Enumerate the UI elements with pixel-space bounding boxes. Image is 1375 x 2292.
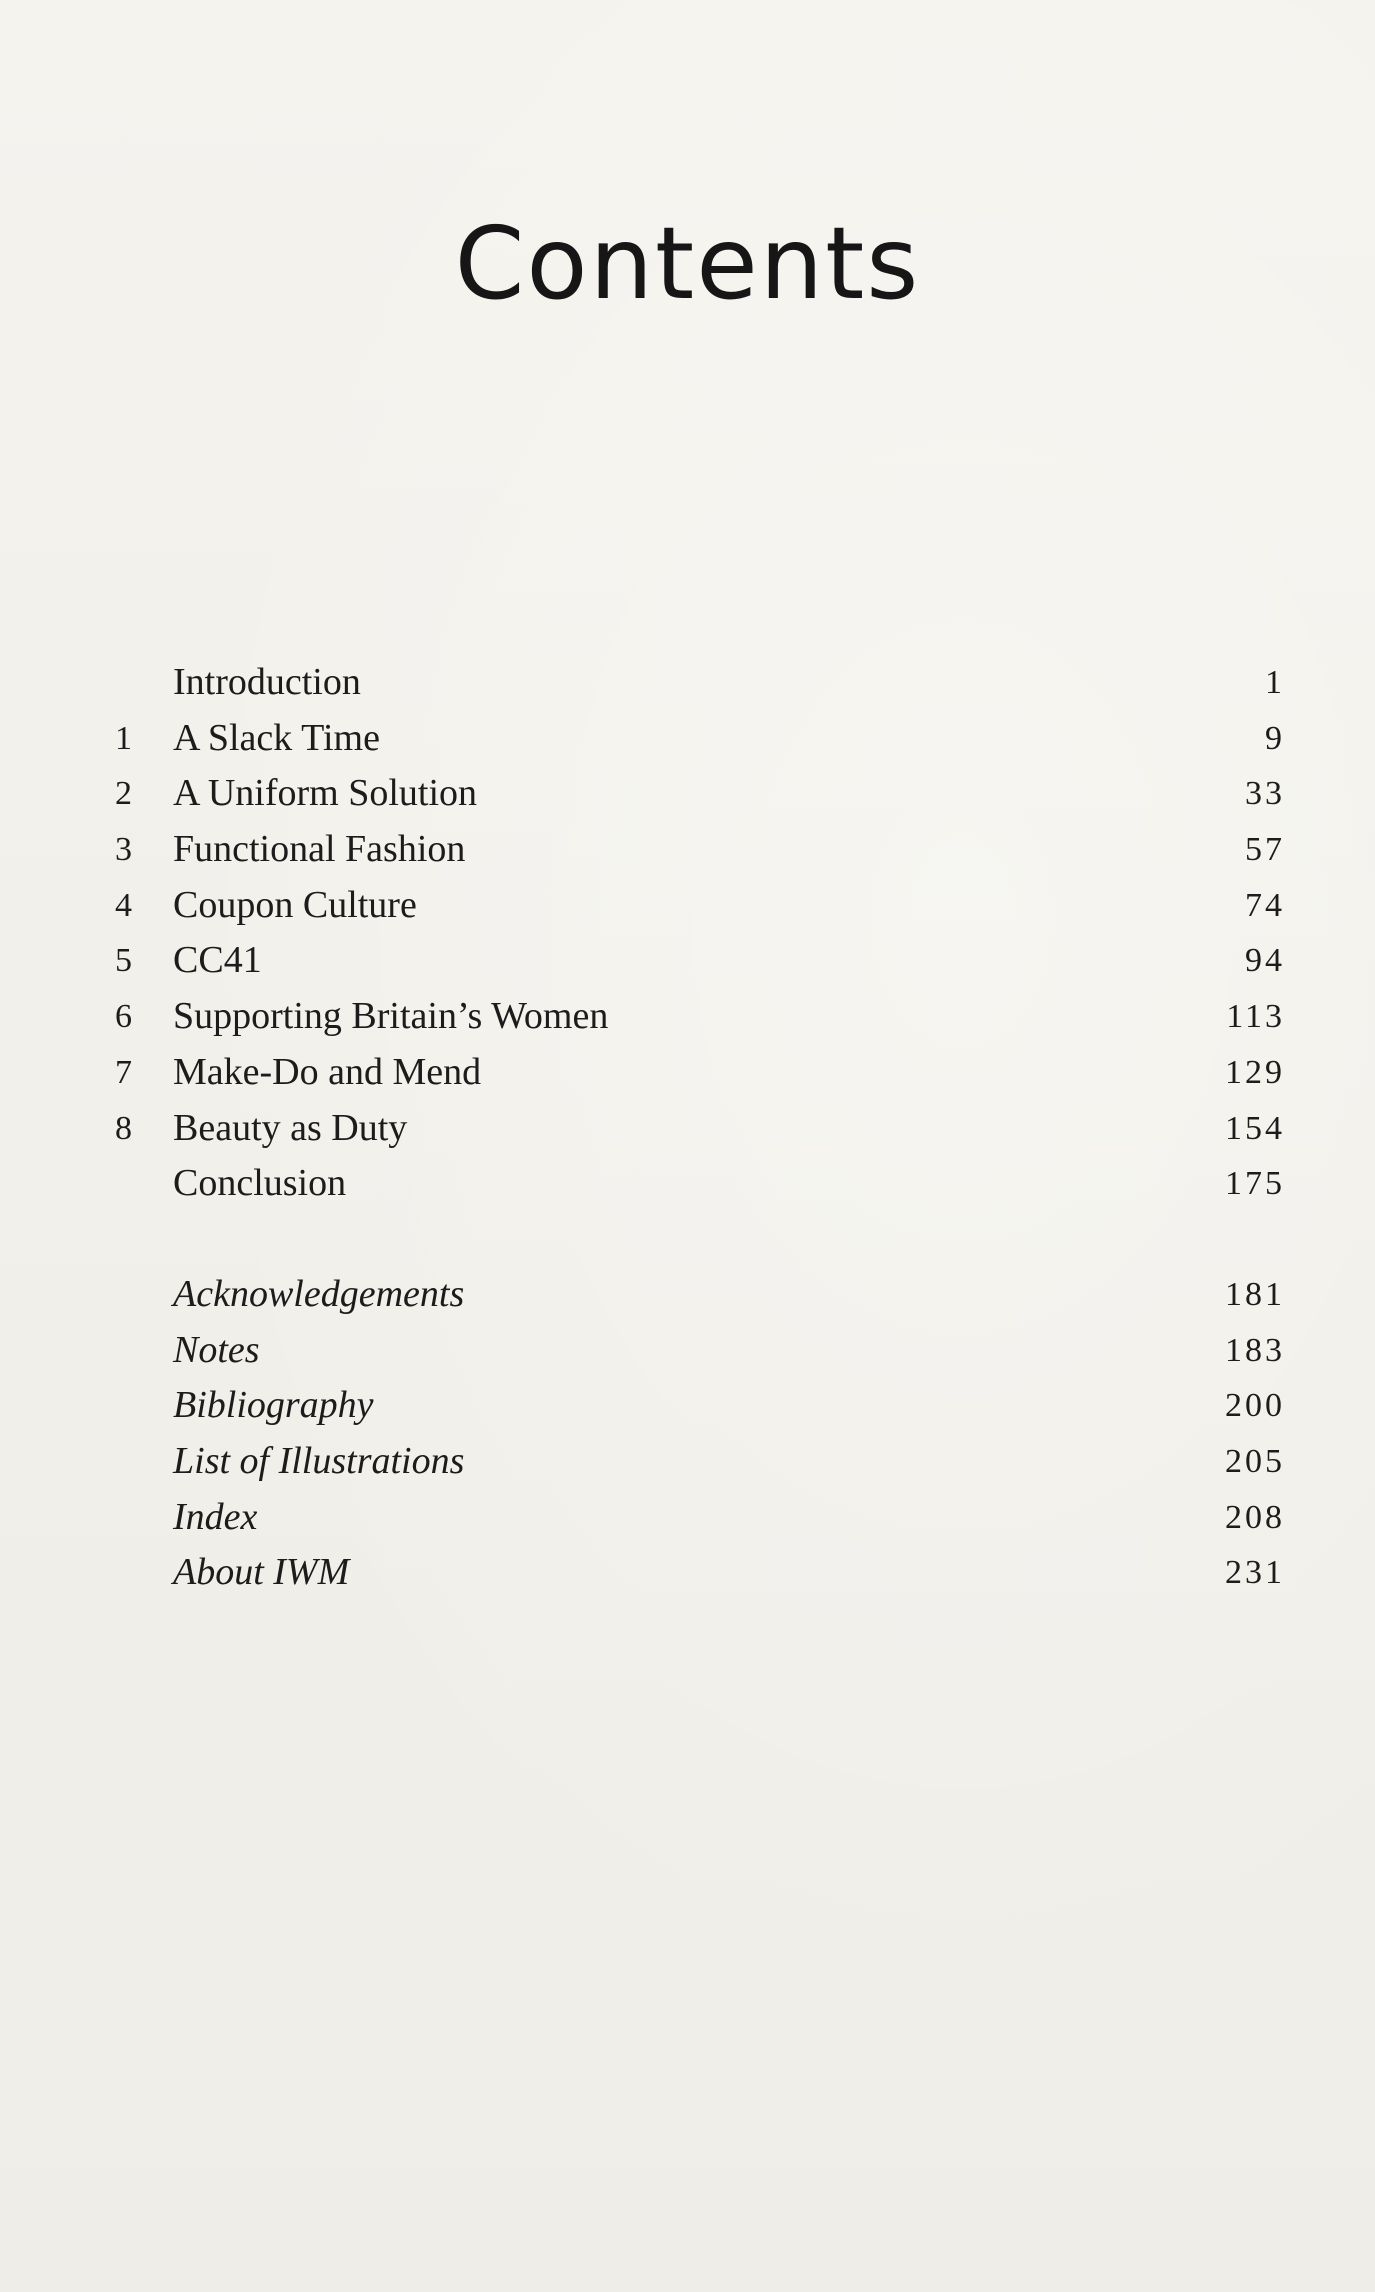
back-matter-title: List of Illustrations	[173, 1439, 465, 1482]
chapter-number: 3	[115, 831, 132, 869]
chapter-title: Make-Do and Mend	[173, 1050, 482, 1093]
table-of-contents	[115, 655, 1285, 1601]
chapter-number: 6	[115, 998, 132, 1036]
toc-entry-chapter-5	[115, 933, 1285, 989]
page-number: 200	[1225, 1387, 1285, 1425]
page-number: 57	[1245, 831, 1285, 869]
chapter-title: Beauty as Duty	[173, 1106, 408, 1149]
page-number: 154	[1225, 1109, 1285, 1147]
chapter-number: 5	[115, 942, 132, 980]
page-number: 181	[1225, 1275, 1285, 1313]
chapter-number: 2	[115, 775, 132, 813]
section-divider	[115, 1212, 1285, 1267]
toc-entry-acknowledgements	[115, 1267, 1285, 1323]
chapter-number: 7	[115, 1053, 132, 1091]
back-matter-title: Bibliography	[173, 1384, 374, 1427]
page-number: 208	[1225, 1498, 1285, 1536]
chapter-title: Coupon Culture	[173, 883, 417, 926]
chapter-title: Supporting Britain’s Women	[173, 995, 609, 1038]
page-number: 94	[1245, 942, 1285, 980]
page-number: 183	[1225, 1331, 1285, 1369]
toc-entry-chapter-7	[115, 1045, 1285, 1101]
chapter-title: Introduction	[173, 661, 361, 703]
chapter-title: Functional Fashion	[173, 828, 466, 871]
toc-entry-chapter-6	[115, 989, 1285, 1045]
toc-entry-chapter-3	[115, 822, 1285, 878]
page-number: 129	[1225, 1053, 1285, 1091]
toc-entry-index	[115, 1490, 1285, 1546]
toc-entry-chapter-1	[115, 711, 1285, 767]
toc-entry-notes	[115, 1323, 1285, 1379]
toc-entry-chapter-2	[115, 766, 1285, 822]
page-number: 74	[1245, 886, 1285, 924]
page-number: 33	[1245, 775, 1285, 813]
page-number: 205	[1225, 1442, 1285, 1480]
page-number: 175	[1225, 1165, 1285, 1203]
back-matter-title: Notes	[173, 1328, 260, 1371]
page-number: 231	[1225, 1554, 1285, 1592]
toc-entry-list-of-illustrations	[115, 1434, 1285, 1490]
chapter-number: 1	[115, 719, 132, 757]
toc-entry-about-iwm	[115, 1545, 1285, 1601]
back-matter-title: Acknowledgements	[173, 1272, 465, 1315]
toc-entry-conclusion	[115, 1156, 1285, 1212]
chapter-title: A Uniform Solution	[173, 772, 478, 815]
page-title: Contents	[454, 205, 921, 322]
toc-entry-chapter-8	[115, 1101, 1285, 1157]
page-number: 113	[1226, 998, 1285, 1036]
page-number: 1	[1265, 664, 1285, 701]
chapter-title: Conclusion	[173, 1162, 347, 1205]
chapter-number: 4	[115, 886, 132, 924]
page-number: 9	[1265, 719, 1285, 757]
toc-entry-introduction	[115, 655, 1285, 711]
back-matter-title: Index	[173, 1495, 258, 1538]
toc-entry-bibliography	[115, 1378, 1285, 1434]
chapter-number: 8	[115, 1109, 132, 1147]
chapter-title: CC41	[173, 939, 262, 982]
chapter-title: A Slack Time	[173, 716, 380, 759]
toc-entry-chapter-4	[115, 878, 1285, 934]
back-matter-title: About IWM	[173, 1551, 350, 1594]
